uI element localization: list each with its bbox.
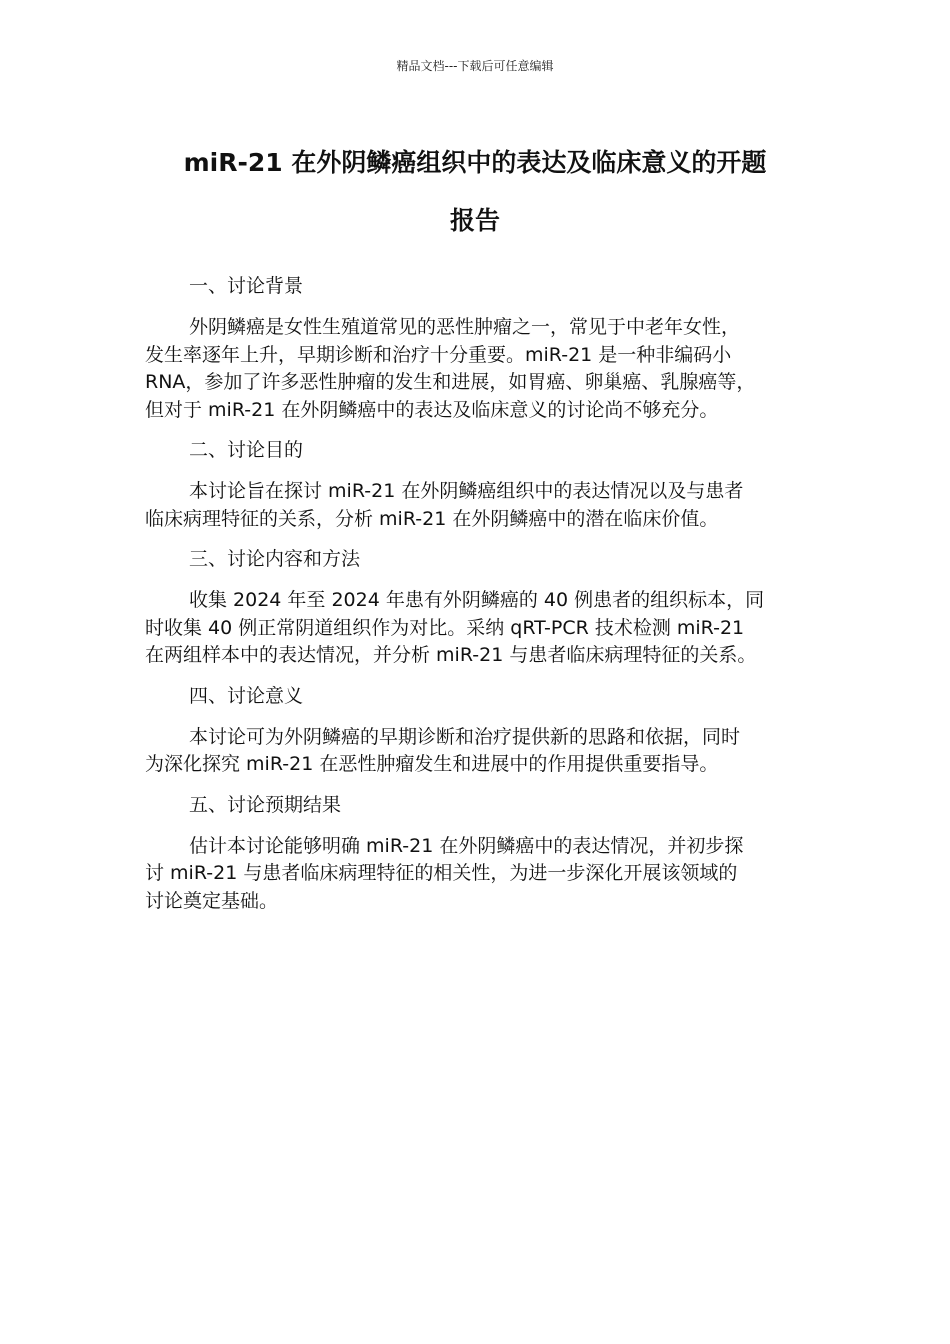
document-title-line-1: miR-21 在外阴鳞癌组织中的表达及临床意义的开题 — [183, 148, 767, 177]
section-heading-background: 一、讨论背景 — [189, 275, 304, 297]
paragraph-line: 讨论奠定基础。 — [145, 889, 279, 912]
paragraph-line: 估计本讨论能够明确 miR-21 在外阴鳞癌中的表达情况，并初步探 — [189, 834, 744, 857]
paragraph-line: 临床病理特征的关系，分析 miR-21 在外阴鳞癌中的潜在临床价值。 — [145, 507, 719, 530]
paragraph-line: 收集 2024 年至 2024 年患有外阴鳞癌的 40 例患者的组织标本，同 — [189, 589, 765, 611]
paragraph-background — [145, 314, 810, 424]
page-header: 精品文档---下载后可任意编辑 — [396, 59, 554, 73]
paragraph-line: 时收集 40 例正常阴道组织作为对比。采纳 qRT-PCR 技术检测 miR-21 — [145, 616, 745, 639]
paragraph-line: RNA，参加了许多恶性肿瘤的发生和进展，如胃癌、卵巢癌、乳腺癌等， — [145, 371, 756, 393]
paragraph-significance — [145, 724, 810, 779]
document-title-line-2: 报告 — [449, 206, 500, 235]
section-heading-methods: 三、讨论内容和方法 — [189, 548, 361, 570]
section-heading-significance: 四、讨论意义 — [189, 684, 304, 707]
paragraph-methods — [145, 587, 810, 670]
section-heading-purpose: 二、讨论目的 — [189, 439, 304, 461]
paragraph-line: 发生率逐年上升，早期诊断和治疗十分重要。miR-21 是一种非编码小 — [145, 343, 732, 366]
paragraph-line: 本讨论可为外阴鳞癌的早期诊断和治疗提供新的思路和依据，同时 — [189, 725, 741, 748]
paragraph-line: 讨 miR-21 与患者临床病理特征的相关性，为进一步深化开展该领域的 — [145, 862, 738, 884]
paragraph-line: 外阴鳞癌是女性生殖道常见的恶性肿瘤之一，常见于中老年女性， — [189, 316, 741, 338]
document-title — [145, 134, 805, 250]
paragraph-purpose — [145, 478, 810, 533]
paragraph-line: 为深化探究 miR-21 在恶性肿瘤发生和进展中的作用提供重要指导。 — [145, 753, 719, 775]
section-heading-expected-results: 五、讨论预期结果 — [189, 793, 342, 816]
paragraph-line: 但对于 miR-21 在外阴鳞癌中的表达及临床意义的讨论尚不够充分。 — [145, 398, 719, 421]
paragraph-expected-results — [145, 833, 810, 916]
document-body — [145, 270, 810, 915]
paragraph-line: 本讨论旨在探讨 miR-21 在外阴鳞癌组织中的表达情况以及与患者 — [189, 480, 744, 502]
paragraph-line: 在两组样本中的表达情况，并分析 miR-21 与患者临床病理特征的关系。 — [145, 644, 757, 666]
